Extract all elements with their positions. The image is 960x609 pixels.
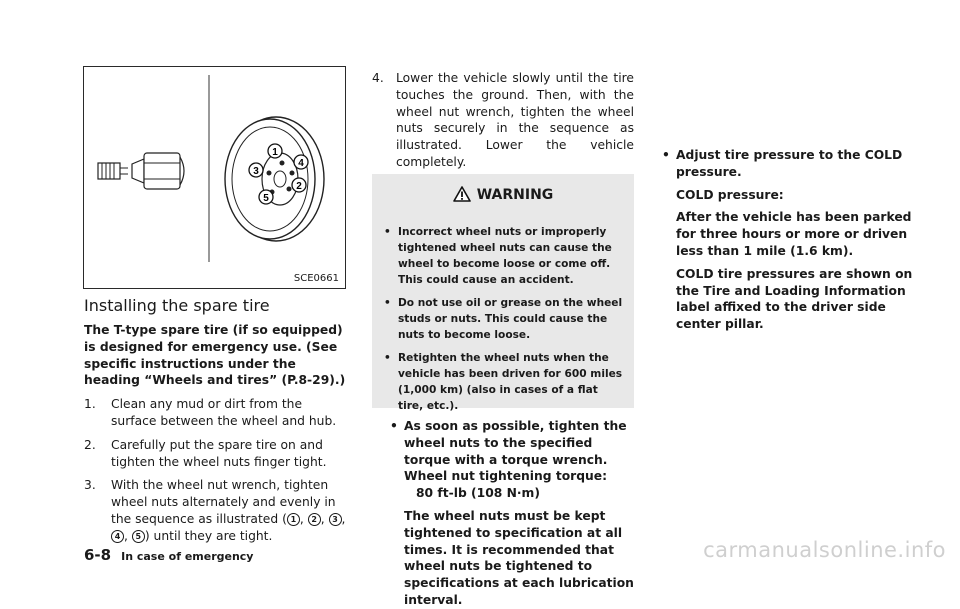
torque-instructions — [388, 418, 634, 609]
watermark: carmanualsonline.info — [703, 538, 946, 562]
step-3: 3. With the wheel nut wrench, tighten wheel nuts alternately and evenly in the sequence as illustrated ( 1 , 2 , 3 , 4 , 5 ) until they are tight. — [84, 478, 346, 543]
callout-4 — [294, 155, 308, 169]
page-footer — [84, 545, 253, 564]
step-number: 4. — [372, 71, 384, 85]
cold-pressure-definition: After the vehicle has been parked for three hours or more or driven less than 1 mile (1.6 km). — [676, 210, 912, 258]
torque-value: 80 ft-lb (108 N·m) — [416, 486, 540, 501]
cold-pressure-note: COLD tire pressures are shown on the Tire and Loading Information label affixed to the driver side center pillar. — [676, 266, 913, 332]
seq-circle-4: 4 — [111, 530, 124, 543]
seq-circle-1: 1 — [287, 513, 300, 526]
page-number: 6-8 — [84, 546, 112, 564]
svg-text:2: 2 — [296, 181, 302, 192]
torque-note: The wheel nuts must be kept tightened to specification at all times. It is recommended that wheel nuts be tightened to specifications at each lubrication interval. — [404, 508, 634, 607]
warning-item: • Do not use oil or grease on the wheel studs or nuts. This could cause the nuts to become loose. — [384, 297, 623, 341]
step-number: 3. — [84, 478, 96, 493]
step-text: Clean any mud or dirt from the surface between the wheel and hub. — [111, 397, 337, 428]
seq-circle-5: 5 — [132, 530, 145, 543]
intro-paragraph: The T-type spare tire (if so equipped) is designed for emergency use. (See specific instructions under the heading “Wheels and tires” (P.8-29).) — [84, 323, 346, 388]
step-number: 2. — [84, 437, 96, 452]
right-column — [660, 70, 922, 333]
warning-triangle-icon — [453, 186, 471, 202]
bullet-dot-icon: • — [384, 297, 391, 309]
step-4 — [372, 70, 634, 171]
svg-text:4: 4 — [298, 158, 304, 169]
warning-item: • Retighten the wheel nuts when the vehicle has been driven for 600 miles (1,000 km) (also in cases of a flat tire, etc.). — [384, 352, 623, 412]
warning-list — [384, 224, 624, 421]
left-column — [84, 322, 348, 552]
step-number: 1. — [84, 397, 96, 412]
step-text: With the wheel nut wrench, tighten wheel nuts alternately and evenly in the sequence as illustrated ( — [111, 478, 336, 526]
cold-pressure-label: COLD pressure: — [676, 187, 784, 202]
bullet-dot-icon: • — [384, 226, 391, 238]
seq-circle-3: 3 — [329, 513, 342, 526]
step-text: Carefully put the spare tire on and tighten the wheel nuts finger tight. — [111, 437, 327, 469]
footer-section: In case of emergency — [121, 550, 254, 563]
step-2 — [84, 437, 348, 471]
bullet-dot-icon: • — [390, 419, 398, 433]
svg-text:1: 1 — [272, 147, 278, 158]
callout-layer — [84, 67, 345, 288]
callout-1 — [268, 144, 282, 158]
warning-title: WARNING — [476, 187, 554, 203]
torque-label: Wheel nut tightening torque: — [404, 469, 608, 484]
warning-header — [372, 186, 634, 203]
svg-text:3: 3 — [253, 166, 259, 177]
step-1 — [84, 396, 348, 430]
callout-5 — [259, 190, 273, 204]
figure-wheel-nut-sequence — [83, 66, 346, 289]
torque-bullet: • As soon as possible, tighten the wheel nuts to the specified torque with a torque wrench. Wheel nut tightening torque: 80 ft-lb (108 N·m) The wheel nuts must be kept tightened to specification at all times. It is recommended that wheel nuts be tightened to specifications at each lubrication interval. — [390, 419, 634, 607]
seq-circle-2: 2 — [308, 513, 321, 526]
figure-code: SCE0661 — [293, 273, 339, 284]
warning-box — [372, 174, 634, 412]
callout-2 — [292, 178, 306, 192]
step-text: Lower the vehicle slowly until the tire touches the ground. Then, with the wheel nut wrench, tighten the wheel nuts securely in the sequence as illustrated. Lower the vehicle completely. — [396, 71, 634, 169]
svg-text:5: 5 — [263, 193, 269, 204]
bullet-dot-icon: • — [662, 148, 670, 162]
section-title: Installing the spare tire — [84, 296, 270, 315]
warning-item: • Incorrect wheel nuts or improperly tightened wheel nuts can cause the wheel to become loose or come off. This could cause an accident. — [384, 226, 612, 286]
middle-column — [372, 70, 634, 171]
bullet-dot-icon: • — [384, 352, 391, 364]
pressure-bullet: • Adjust tire pressure to the COLD pressure. COLD pressure: After the vehicle has been parked for three hours or more or driven less than 1 mile (1.6 km). COLD tire pressures are shown on the Tire and Loading Information label affixed to the driver side center pillar. — [660, 147, 922, 333]
callout-3 — [249, 163, 263, 177]
step-text-end: ) until they are tight. — [144, 528, 273, 543]
